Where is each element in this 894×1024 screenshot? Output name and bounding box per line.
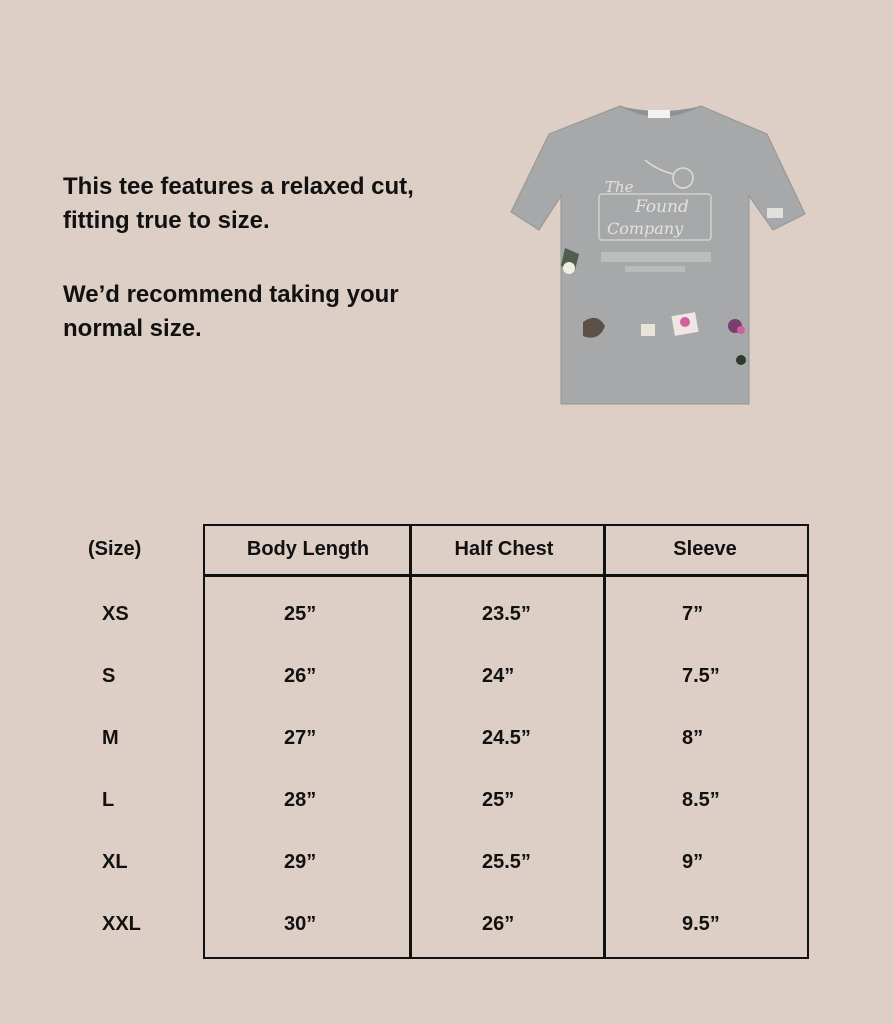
half-chest-cell: 24” — [482, 665, 515, 687]
half-chest-cell: 23.5” — [482, 603, 531, 625]
body-length-cell: 29” — [284, 851, 317, 873]
size-guide-description — [63, 170, 483, 346]
size-column-header: (Size) — [88, 538, 142, 560]
size-cell: M — [102, 727, 119, 749]
sleeve-cell: 8” — [682, 727, 704, 749]
size-recommendation: We’d recommend taking your normal size. — [63, 281, 399, 342]
size-cell: XXL — [102, 913, 141, 935]
table-row — [0, 603, 894, 633]
print-text-1: The — [605, 178, 634, 196]
print-text-3: Company — [607, 219, 684, 238]
size-cell: S — [102, 665, 116, 687]
half-chest-cell: 25.5” — [482, 851, 531, 873]
sleeve-header: Sleeve — [673, 538, 737, 560]
size-cell: XL — [102, 851, 128, 873]
size-cell: L — [102, 789, 115, 811]
body-length-cell: 27” — [284, 727, 317, 749]
sleeve-cell: 9.5” — [682, 913, 720, 935]
table-row — [0, 727, 894, 757]
sleeve-cell: 8.5” — [682, 789, 720, 811]
body-length-header: Body Length — [246, 538, 370, 560]
body-length-cell: 25” — [284, 603, 317, 625]
sleeve-cell: 7” — [682, 603, 704, 625]
table-row — [0, 665, 894, 695]
tee-shirt-icon — [505, 100, 815, 410]
fit-description: This tee features a relaxed cut, fitting true to size. — [63, 173, 414, 234]
header-divider — [205, 574, 807, 577]
table-row — [0, 851, 894, 881]
print-text-2: Found — [635, 197, 689, 217]
half-chest-cell: 25” — [482, 789, 515, 811]
body-length-cell: 28” — [284, 789, 317, 811]
size-cell: XS — [102, 603, 129, 625]
table-row — [0, 913, 894, 943]
half-chest-header: Half Chest — [454, 538, 554, 560]
body-length-cell: 26” — [284, 665, 317, 687]
sleeve-cell: 7.5” — [682, 665, 720, 687]
half-chest-cell: 24.5” — [482, 727, 531, 749]
table-row — [0, 789, 894, 819]
sleeve-cell: 9” — [682, 851, 704, 873]
body-length-cell: 30” — [284, 913, 317, 935]
half-chest-cell: 26” — [482, 913, 515, 935]
product-image — [505, 100, 815, 410]
